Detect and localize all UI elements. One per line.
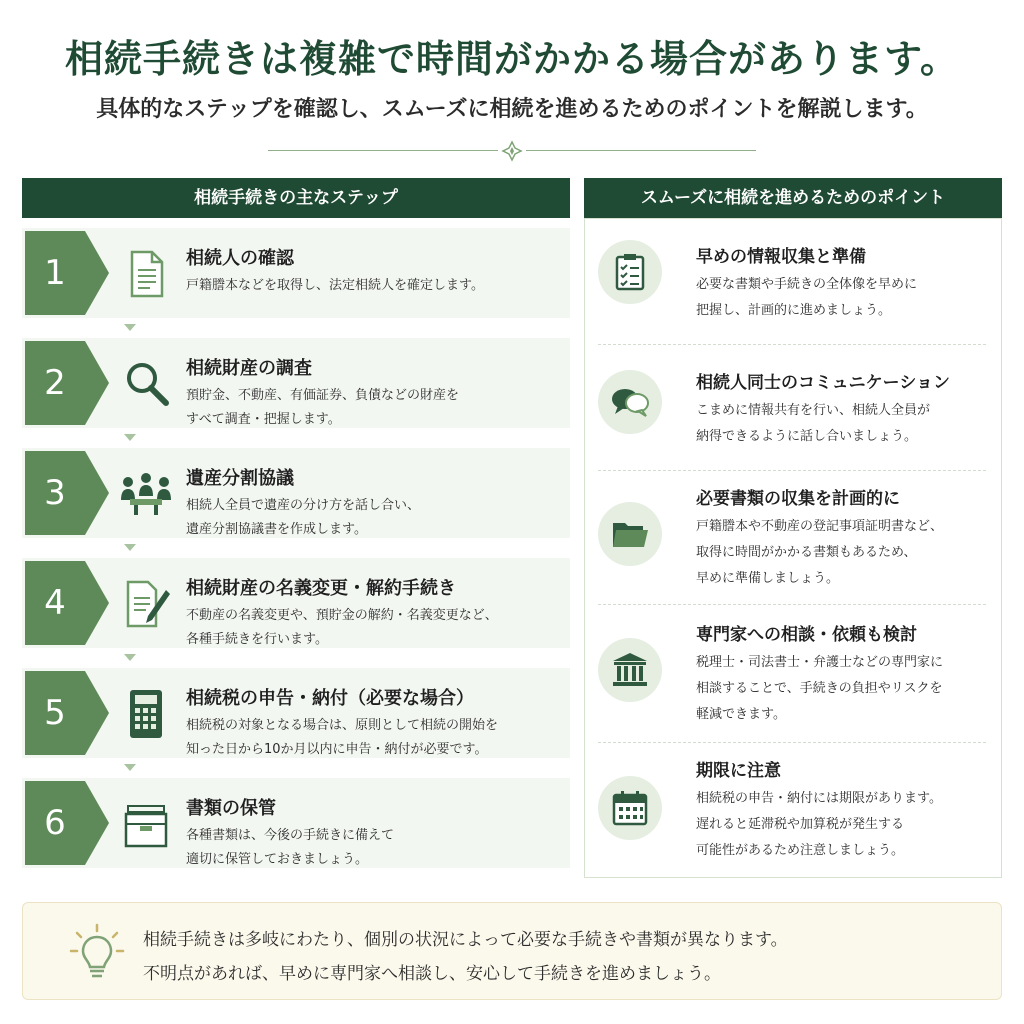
step-card-2: [22, 338, 570, 428]
bank-building-icon: [610, 650, 650, 690]
speech-bubbles-icon: [610, 382, 650, 422]
step-desc-line: 戸籍謄本などを取得し、法定相続人を確定します。: [186, 278, 484, 293]
point-icon-circle: [598, 776, 662, 840]
step-description: [186, 824, 566, 872]
note-line-2: 不明点があれば、早めに専門家へ相談し、安心して手続きを進めましょう。: [143, 964, 721, 984]
step-number-badge: [25, 561, 109, 645]
point-title: 必要書類の収集を計画的に: [696, 489, 900, 509]
step-arrow: [124, 324, 136, 331]
step-desc-line: 不動産の名義変更や、預貯金の解約・名義変更など、: [186, 608, 498, 623]
point-separator: [598, 604, 986, 605]
step-number: 2: [44, 363, 66, 403]
document-icon: [118, 246, 174, 302]
point-title: 専門家への相談・依頼も検討: [696, 625, 917, 645]
step-description: [186, 494, 566, 542]
note-line-1: 相続手続きは多岐にわたり、個別の状況によって必要な手続きや書類が異なります。: [143, 930, 788, 950]
point-item-4: [584, 620, 1002, 730]
point-icon-circle: [598, 638, 662, 702]
point-desc-line: 早めに準備しましょう。: [696, 571, 840, 586]
step-desc-line: 各種書類は、今後の手続きに備えて: [186, 828, 395, 843]
step-card-6: [22, 778, 570, 868]
point-description: [696, 272, 996, 324]
point-separator: [598, 470, 986, 471]
point-item-3: [584, 484, 1002, 594]
step-arrow: [124, 434, 136, 441]
step-desc-line: 知った日から10か月以内に申告・納付が必要です。: [186, 742, 488, 757]
point-desc-line: 取得に時間がかかる書類もあるため、: [696, 545, 917, 560]
point-desc-line: 必要な書類や手続きの全体像を早めに: [696, 277, 918, 292]
step-desc-line: 遺産分割協議書を作成します。: [186, 522, 367, 537]
point-desc-line: 納得できるように話し合いましょう。: [696, 429, 918, 444]
step-desc-line: 相続人全員で遺産の分け方を話し合い、: [186, 498, 421, 513]
folder-icon: [610, 514, 650, 554]
point-desc-line: 相談することで、手続きの負担やリスクを: [696, 681, 943, 696]
step-desc-line: 預貯金、不動産、有価証券、負債などの財産を: [186, 388, 460, 403]
point-desc-line: 戸籍謄本や不動産の登記事項証明書など、: [696, 519, 944, 534]
point-title: 期限に注意: [696, 761, 781, 781]
point-description: [696, 650, 996, 728]
page-subtitle: 具体的なステップを確認し、スムーズに相続を進めるためのポイントを解説します。: [96, 96, 928, 122]
step-desc-line: 各種手続きを行います。: [186, 632, 328, 647]
calendar-icon: [610, 788, 650, 828]
step-arrow: [124, 654, 136, 661]
page-title: 相続手続きは複雑で時間がかかる場合があります。: [65, 36, 959, 81]
point-description: [696, 786, 996, 864]
step-title: 相続人の確認: [186, 248, 294, 269]
calculator-icon: [118, 686, 174, 742]
point-item-5: [584, 756, 1002, 866]
step-title: 遺産分割協議: [186, 468, 294, 489]
point-item-1: [584, 236, 1002, 336]
note-box: [22, 902, 1002, 1000]
step-number: 4: [44, 583, 66, 623]
steps-header: 相続手続きの主なステップ: [22, 178, 570, 218]
step-card-5: [22, 668, 570, 758]
step-number: 5: [44, 693, 66, 733]
document-pen-icon: [118, 576, 174, 632]
step-card-4: [22, 558, 570, 648]
point-icon-circle: [598, 370, 662, 434]
step-desc-line: 相続税の対象となる場合は、原則として相続の開始を: [186, 718, 499, 733]
point-desc-line: 税理士・司法書士・弁護士などの専門家に: [696, 655, 944, 670]
step-description: [186, 384, 566, 432]
step-number-badge: [25, 671, 109, 755]
diamond-ornament-icon: [501, 140, 523, 162]
point-desc-line: 遅れると延滞税や加算税が発生する: [696, 817, 905, 832]
point-desc-line: こまめに情報共有を行い、相続人全員が: [696, 403, 931, 418]
points-header: スムーズに相続を進めるためのポイント: [584, 178, 1002, 218]
archive-box-icon: [118, 796, 174, 852]
step-number-badge: [25, 781, 109, 865]
step-arrow: [124, 544, 136, 551]
step-description: [186, 714, 566, 762]
step-number-badge: [25, 231, 109, 315]
step-number: 6: [44, 803, 66, 843]
point-title: 早めの情報収集と準備: [696, 247, 866, 267]
lightbulb-icon: [69, 923, 125, 983]
point-desc-line: 軽減できます。: [696, 707, 786, 722]
point-desc-line: 可能性があるため注意しましょう。: [696, 843, 905, 858]
step-number-badge: [25, 341, 109, 425]
point-description: [696, 398, 996, 450]
step-title: 相続財産の名義変更・解約手続き: [186, 578, 456, 599]
point-separator: [598, 742, 986, 743]
step-title: 相続財産の調査: [186, 358, 312, 379]
magnifier-icon: [118, 356, 174, 412]
step-card-1: [22, 228, 570, 318]
point-icon-circle: [598, 502, 662, 566]
point-separator: [598, 344, 986, 345]
step-arrow: [124, 764, 136, 771]
step-card-3: [22, 448, 570, 538]
point-title: 相続人同士のコミュニケーション: [696, 373, 950, 393]
step-description: [186, 604, 566, 652]
step-desc-line: 適切に保管しておきましょう。: [186, 852, 369, 867]
step-number-badge: [25, 451, 109, 535]
point-icon-circle: [598, 240, 662, 304]
meeting-icon: [118, 466, 174, 522]
step-desc-line: すべて調査・把握します。: [186, 412, 341, 427]
step-title: 相続税の申告・納付（必要な場合）: [186, 688, 474, 709]
point-desc-line: 相続税の申告・納付には期限があります。: [696, 791, 942, 806]
divider-right: [526, 150, 756, 151]
step-number: 1: [44, 253, 66, 293]
step-description: [186, 274, 566, 298]
point-item-2: [584, 360, 1002, 460]
point-description: [696, 514, 996, 592]
clipboard-checklist-icon: [610, 252, 650, 292]
point-desc-line: 把握し、計画的に進めましょう。: [696, 303, 892, 318]
step-number: 3: [44, 473, 66, 513]
step-title: 書類の保管: [186, 798, 276, 819]
divider-left: [268, 150, 498, 151]
